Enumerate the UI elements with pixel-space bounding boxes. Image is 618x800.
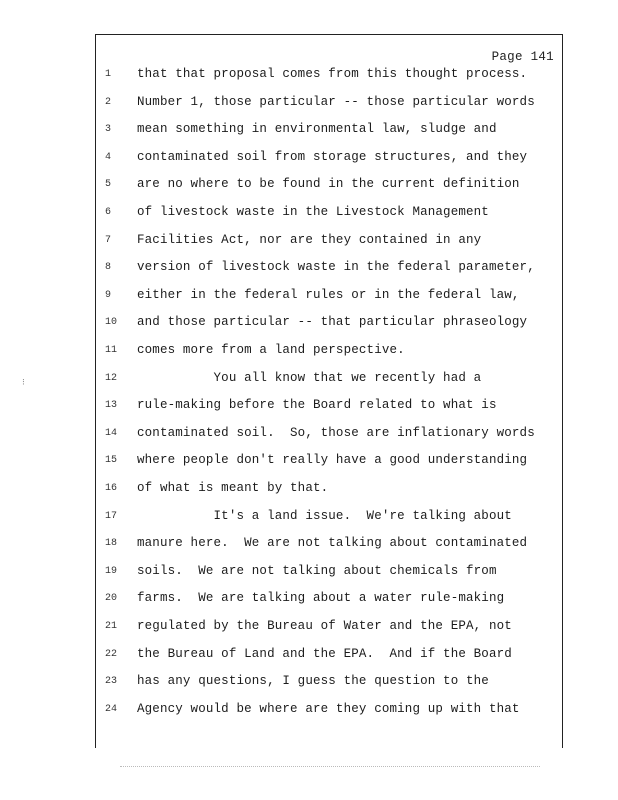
transcript-line [96,371,562,399]
transcript-line [96,122,562,150]
line-number: 7 [105,234,112,246]
transcript-line [96,288,562,316]
line-number: 24 [105,703,118,715]
transcript-line [96,453,562,481]
line-text: of livestock waste in the Livestock Management [137,205,489,219]
line-number: 8 [105,262,112,274]
line-number: 15 [105,455,118,467]
page-number: Page 141 [491,50,554,64]
transcript-line [96,536,562,564]
line-text: contaminated soil. So, those are inflationary words [137,425,535,440]
transcript-line [96,564,562,592]
line-number: 3 [105,124,112,136]
line-text: soils. We are not talking about chemicals from [137,563,497,578]
transcript-line [96,343,562,371]
line-number: 4 [105,151,112,163]
transcript-line [96,674,562,702]
transcript-line [96,398,562,426]
line-number: 11 [105,345,118,356]
line-text: contaminated soil from storage structures, and they [137,149,528,164]
line-text: mean something in environmental law, sludge and [137,122,497,137]
line-number: 2 [105,96,112,108]
transcript-line [96,67,562,95]
margin-mark: ⁝ [22,378,25,388]
line-text: It's a land issue. We're talking about [137,508,512,523]
transcript-line [96,702,562,730]
line-number: 21 [105,621,118,632]
transcript-line [96,481,562,509]
line-text: manure here. We are not talking about contaminated [137,536,528,551]
transcript-line [96,260,562,288]
line-number: 6 [105,207,112,218]
line-number: 18 [105,538,118,550]
line-number: 13 [105,400,118,412]
line-text: Facilities Act, nor are they contained in any [137,232,482,247]
line-text: farms. We are talking about a water rule-making [137,591,505,606]
line-text: that that proposal comes from this thought process. [137,67,528,81]
transcript-line [96,591,562,619]
transcript-page [95,34,563,748]
transcript-line [96,426,562,454]
line-number: 5 [105,179,112,191]
line-text: the Bureau of Land and the EPA. And if the Board [137,646,512,661]
line-text: where people don't really have a good understanding [137,453,528,468]
line-number: 23 [105,676,118,688]
transcript-line [96,150,562,178]
line-text: of what is meant by that. [137,481,329,495]
line-number: 20 [105,593,118,605]
line-number: 19 [105,565,118,577]
line-text: either in the federal rules or in the federal law, [137,287,520,302]
transcript-line [96,315,562,343]
transcript-line [96,233,562,261]
line-number: 10 [105,317,118,329]
line-number: 17 [105,510,118,522]
line-number: 12 [105,372,118,384]
transcript-line [96,619,562,647]
transcript-line [96,647,562,675]
line-number: 1 [105,69,112,80]
line-text: has any questions, I guess the question to the [137,674,489,689]
line-text: are no where to be found in the current definition [137,177,520,192]
line-text: comes more from a land perspective. [137,343,405,357]
line-text: and those particular -- that particular phraseology [137,315,528,330]
line-text: You all know that we recently had a [137,370,482,385]
line-number: 9 [105,289,112,301]
line-number: 14 [105,427,118,439]
line-number: 22 [105,648,118,660]
transcript-line [96,205,562,233]
transcript-line [96,95,562,123]
line-text: Number 1, those particular -- those particular words [137,94,535,109]
line-text: version of livestock waste in the federal parameter, [137,260,535,275]
page-bottom-divider [120,766,540,767]
transcript-line [96,509,562,537]
transcript-line [96,177,562,205]
line-text: regulated by the Bureau of Water and the EPA, not [137,619,512,633]
line-text: rule-making before the Board related to what is [137,398,497,413]
line-text: Agency would be where are they coming up with that [137,701,520,716]
line-number: 16 [105,483,118,494]
